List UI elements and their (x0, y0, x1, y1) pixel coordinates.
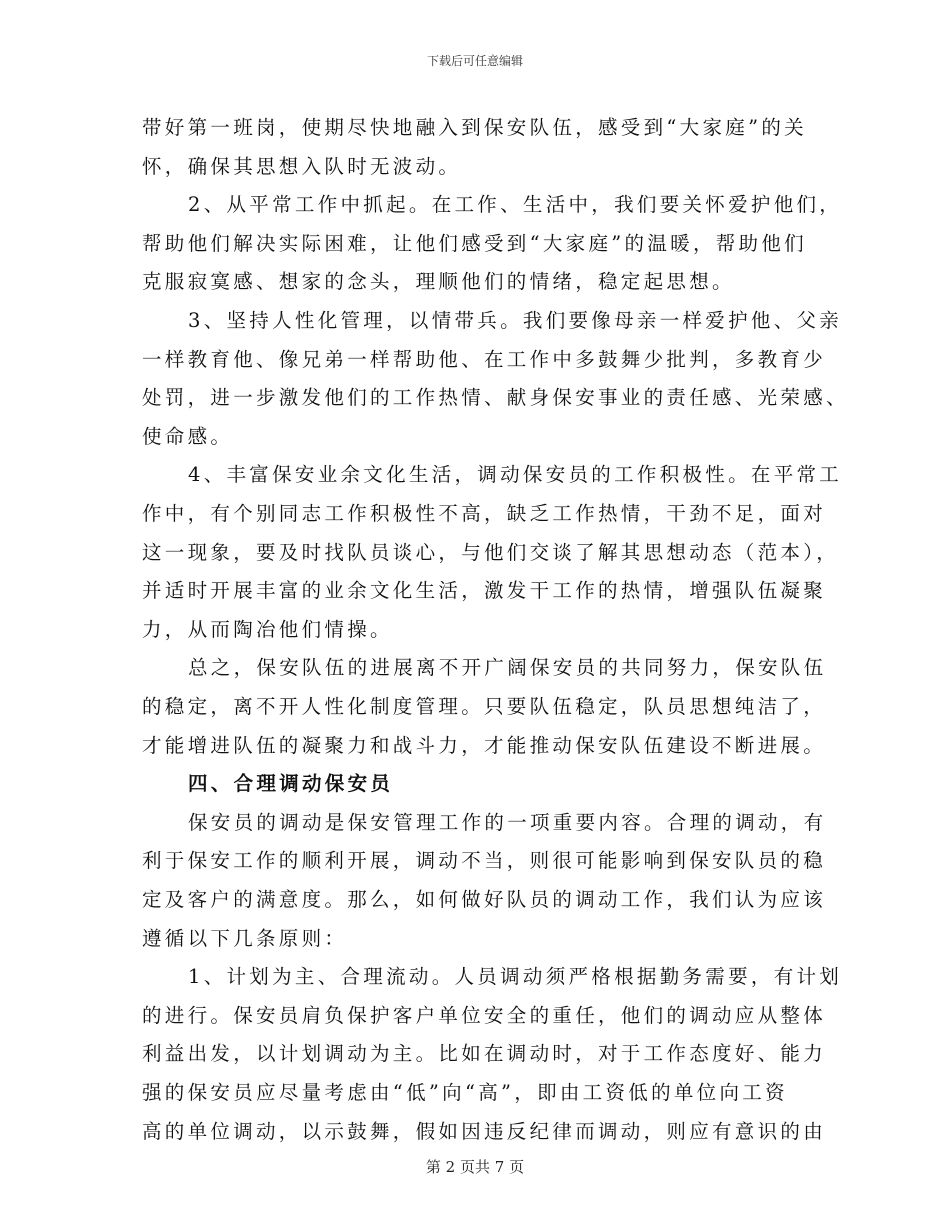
text-line: 保安员的调动是保安管理工作的一项重要内容。合理的调动，有 (188, 810, 827, 834)
text-line: 3、坚持人性化管理，以情带兵。我们要像母亲一样爱护他、父亲 (188, 309, 843, 332)
text-line: 帮助他们解决实际困难，让他们感受到“大家庭”的温暖，帮助他们 (142, 231, 807, 255)
text-line: 高的单位调动，以示鼓舞，假如因违反纪律而调动，则应有意识的由 (142, 1119, 827, 1143)
text-line: 克服寂寞感、想家的念头，理顺他们的情绪，稳定起思想。 (142, 270, 735, 294)
text-line: 才能增进队伍的凝聚力和战斗力，才能推动保安队伍建设不断进展。 (142, 733, 827, 757)
page-header: 下载后可任意编辑 (426, 54, 523, 68)
text-line: 并适时开展丰富的业余文化生活，激发干工作的热情，增强队伍凝聚 (142, 579, 827, 603)
text-line: 使命感。 (142, 424, 234, 448)
text-line: 怀，确保其思想入队时无波动。 (142, 154, 462, 178)
text-line: 强的保安员应尽量考虑由“低”向“高”，即由工资低的单位向工资 (142, 1081, 788, 1104)
text-line: 处罚，进一步激发他们的工作热情、献身保安事业的责任感、光荣感、 (142, 386, 849, 410)
text-line: 遵循以下几条原则： (142, 926, 348, 950)
text-line: 总之，保安队伍的进展离不开广阔保安员的共同努力，保安队伍 (188, 656, 827, 680)
text-line: 作中，有个别同志工作积极性不高，缺乏工作热情，干劲不足，面对 (142, 502, 827, 525)
text-line: 带好第一班岗，使期尽快地融入到保安队伍，感受到“大家庭”的关 (142, 116, 807, 139)
text-line: 的进行。保安员肩负保护客户单位安全的重任，他们的调动应从整体 (142, 1003, 827, 1027)
text-line: 4、丰富保安业余文化生活，调动保安员的工作积极性。在平常工 (188, 463, 843, 487)
text-line: 力，从而陶冶他们情操。 (142, 617, 393, 641)
text-line: 利益出发，以计划调动为主。比如在调动时，对于工作态度好、能力 (142, 1042, 827, 1066)
text-line: 2、从平常工作中抓起。在工作、生活中，我们要关怀爱护他们， (188, 193, 843, 217)
text-line: 利于保安工作的顺利开展，调动不当，则很可能影响到保安队员的稳 (142, 849, 827, 873)
section-heading: 四、合理调动保安员 (188, 772, 394, 796)
text-line: 这一现象，要及时找队员谈心，与他们交谈了解其思想动态（范本）， (142, 540, 840, 564)
text-line: 定及客户的满意度。那么，如何做好队员的调动工作，我们认为应该 (142, 888, 827, 911)
page-footer: 第 2 页共 7 页 (425, 1158, 525, 1176)
text-line: 一样教育他、像兄弟一样帮助他、在工作中多鼓舞少批判，多教育少 (142, 347, 827, 371)
text-line: 的稳定，离不开人性化制度管理。只要队伍稳定，队员思想纯洁了， (142, 695, 827, 718)
text-line: 1、计划为主、合理流动。人员调动须严格根据勤务需要，有计划 (188, 965, 843, 989)
